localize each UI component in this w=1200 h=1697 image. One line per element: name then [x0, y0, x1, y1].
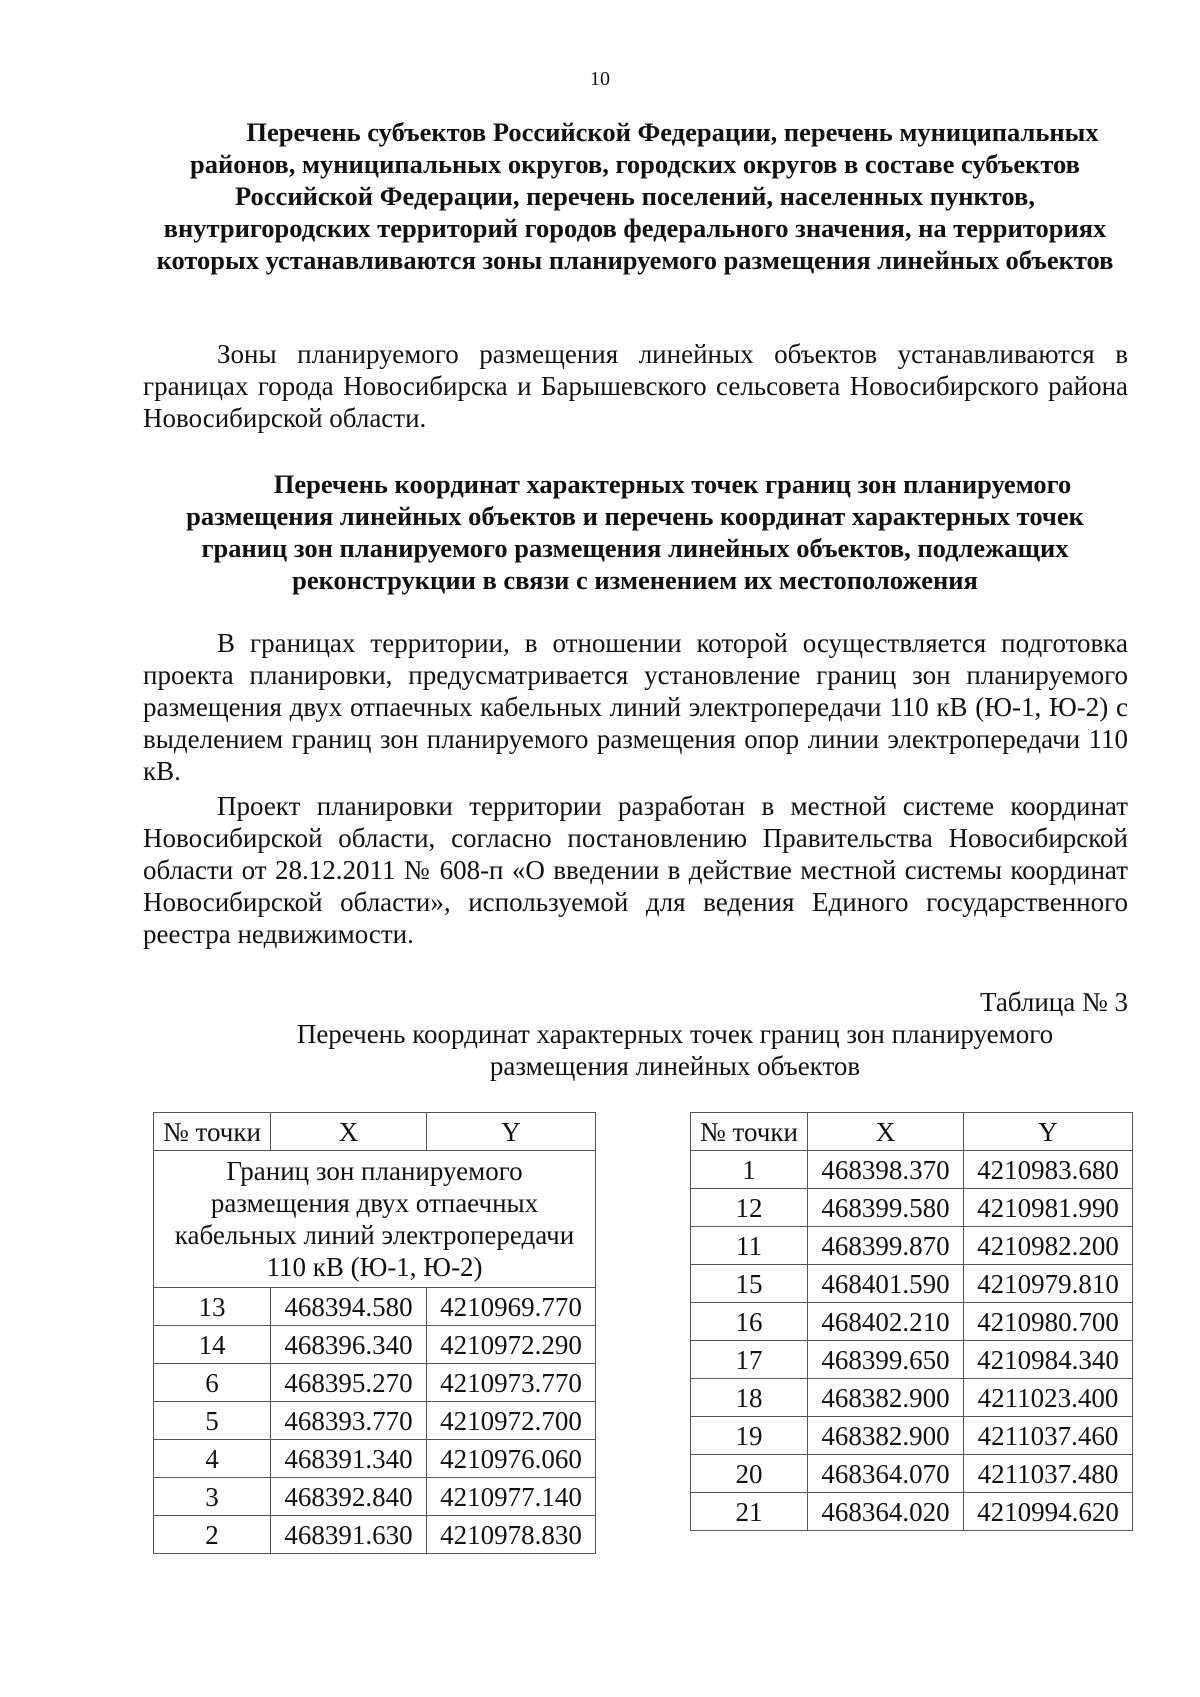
x-cell: 468399.870 — [808, 1227, 964, 1265]
point-number-cell: 21 — [691, 1493, 808, 1531]
paragraph-coordinate-system: Проект планировки территории разработан в местной системе координат Новосибирской области, согласно постановлению Правительства Новосибирской области от 28.12.2011 № 608-п «О введении в действие местной системы координат Новосибирской области», используемой для ведения Единого государственного реестра недвижимости. — [143, 791, 1128, 949]
paragraph-planning-boundaries: В границах территории, в отношении которой осуществляется подготовка проекта планировки, предусматривается установление границ зон планируемого размещения двух отпаечных кабельных линий электропередачи 110 кВ (Ю-1, Ю-2) с выделением границ зон планируемого размещения опор линии электропередачи 110 кВ. — [143, 628, 1128, 786]
x-cell: 468399.580 — [808, 1189, 964, 1227]
y-cell: 4210969.770 — [427, 1288, 596, 1326]
x-cell: 468392.840 — [271, 1478, 427, 1516]
point-number-cell: 20 — [691, 1455, 808, 1493]
point-number-cell: 2 — [154, 1516, 271, 1554]
y-cell: 4210979.810 — [964, 1265, 1133, 1303]
point-number-cell: 5 — [154, 1402, 271, 1440]
y-cell: 4210973.770 — [427, 1364, 596, 1402]
x-cell: 468382.900 — [808, 1417, 964, 1455]
header-y: Y — [427, 1113, 596, 1151]
header-point-number: № точки — [154, 1113, 271, 1151]
page-number: 10 — [590, 68, 610, 90]
header-point-number: № точки — [691, 1113, 808, 1151]
x-cell: 468401.590 — [808, 1265, 964, 1303]
table-row — [691, 1417, 1133, 1455]
header-y: Y — [964, 1113, 1133, 1151]
y-cell: 4210994.620 — [964, 1493, 1133, 1531]
x-cell: 468395.270 — [271, 1364, 427, 1402]
point-number-cell: 18 — [691, 1379, 808, 1417]
table-row — [691, 1151, 1133, 1189]
x-cell: 468382.900 — [808, 1379, 964, 1417]
table-row — [154, 1402, 596, 1440]
point-number-cell: 17 — [691, 1341, 808, 1379]
y-cell: 4211037.480 — [964, 1455, 1133, 1493]
table-row — [691, 1379, 1133, 1417]
table-number-label: Таблица № 3 — [980, 987, 1128, 1017]
coordinates-table-right — [690, 1112, 1133, 1531]
table-title: Перечень координат характерных точек границ зон планируемого размещения линейных объектов — [296, 1019, 1054, 1081]
x-cell: 468391.340 — [271, 1440, 427, 1478]
section-heading-territories: Перечень субъектов Российской Федерации, перечень муниципальных районов, муниципальных округов, городских округов в составе субъектов Российской Федерации, перечень поселений, населенных пунктов, внутригородских территорий городов федерального значения, на территориях которых устанавливаются зоны планируемого размещения линейных объектов — [156, 117, 1114, 275]
x-cell: 468391.630 — [271, 1516, 427, 1554]
table-row — [154, 1288, 596, 1326]
table-header-row — [154, 1113, 596, 1151]
y-cell: 4211037.460 — [964, 1417, 1133, 1455]
table-group-row — [154, 1151, 596, 1288]
y-cell: 4210981.990 — [964, 1189, 1133, 1227]
coordinates-table-left — [153, 1112, 596, 1554]
x-cell: 468398.370 — [808, 1151, 964, 1189]
table-row — [154, 1440, 596, 1478]
y-cell: 4210977.140 — [427, 1478, 596, 1516]
point-number-cell: 6 — [154, 1364, 271, 1402]
table-row — [691, 1341, 1133, 1379]
y-cell: 4210976.060 — [427, 1440, 596, 1478]
table-row — [691, 1189, 1133, 1227]
table-row — [691, 1493, 1133, 1531]
x-cell: 468394.580 — [271, 1288, 427, 1326]
header-x: X — [271, 1113, 427, 1151]
y-cell: 4210980.700 — [964, 1303, 1133, 1341]
y-cell: 4211023.400 — [964, 1379, 1133, 1417]
section-heading-coordinates: Перечень координат характерных точек границ зон планируемого размещения линейных объектов и перечень координат характерных точек границ зон планируемого размещения линейных объектов, подлежащих реконструкции в связи с изменением их местоположения — [186, 469, 1084, 595]
table-row — [154, 1364, 596, 1402]
table-row — [154, 1326, 596, 1364]
table-row — [691, 1303, 1133, 1341]
table-row — [691, 1455, 1133, 1493]
header-x: X — [808, 1113, 964, 1151]
y-cell: 4210978.830 — [427, 1516, 596, 1554]
point-number-cell: 12 — [691, 1189, 808, 1227]
x-cell: 468399.650 — [808, 1341, 964, 1379]
point-number-cell: 3 — [154, 1478, 271, 1516]
point-number-cell: 15 — [691, 1265, 808, 1303]
y-cell: 4210984.340 — [964, 1341, 1133, 1379]
x-cell: 468364.070 — [808, 1455, 964, 1493]
paragraph-zones-location: Зоны планируемого размещения линейных объектов устанавливаются в границах города Новосибирска и Барышевского сельсовета Новосибирского района Новосибирской области. — [143, 339, 1128, 433]
x-cell: 468364.020 — [808, 1493, 964, 1531]
table-row — [154, 1478, 596, 1516]
point-number-cell: 1 — [691, 1151, 808, 1189]
point-number-cell: 13 — [154, 1288, 271, 1326]
table-row — [691, 1227, 1133, 1265]
point-number-cell: 19 — [691, 1417, 808, 1455]
y-cell: 4210972.700 — [427, 1402, 596, 1440]
y-cell: 4210983.680 — [964, 1151, 1133, 1189]
point-number-cell: 11 — [691, 1227, 808, 1265]
group-title-cell: Границ зон планируемого размещения двух отпаечных кабельных линий электропередачи 110 кВ (Ю-1, Ю-2) — [154, 1151, 596, 1288]
point-number-cell: 16 — [691, 1303, 808, 1341]
table-row — [691, 1265, 1133, 1303]
y-cell: 4210972.290 — [427, 1326, 596, 1364]
point-number-cell: 4 — [154, 1440, 271, 1478]
x-cell: 468393.770 — [271, 1402, 427, 1440]
table-row — [154, 1516, 596, 1554]
y-cell: 4210982.200 — [964, 1227, 1133, 1265]
x-cell: 468396.340 — [271, 1326, 427, 1364]
x-cell: 468402.210 — [808, 1303, 964, 1341]
table-header-row — [691, 1113, 1133, 1151]
point-number-cell: 14 — [154, 1326, 271, 1364]
